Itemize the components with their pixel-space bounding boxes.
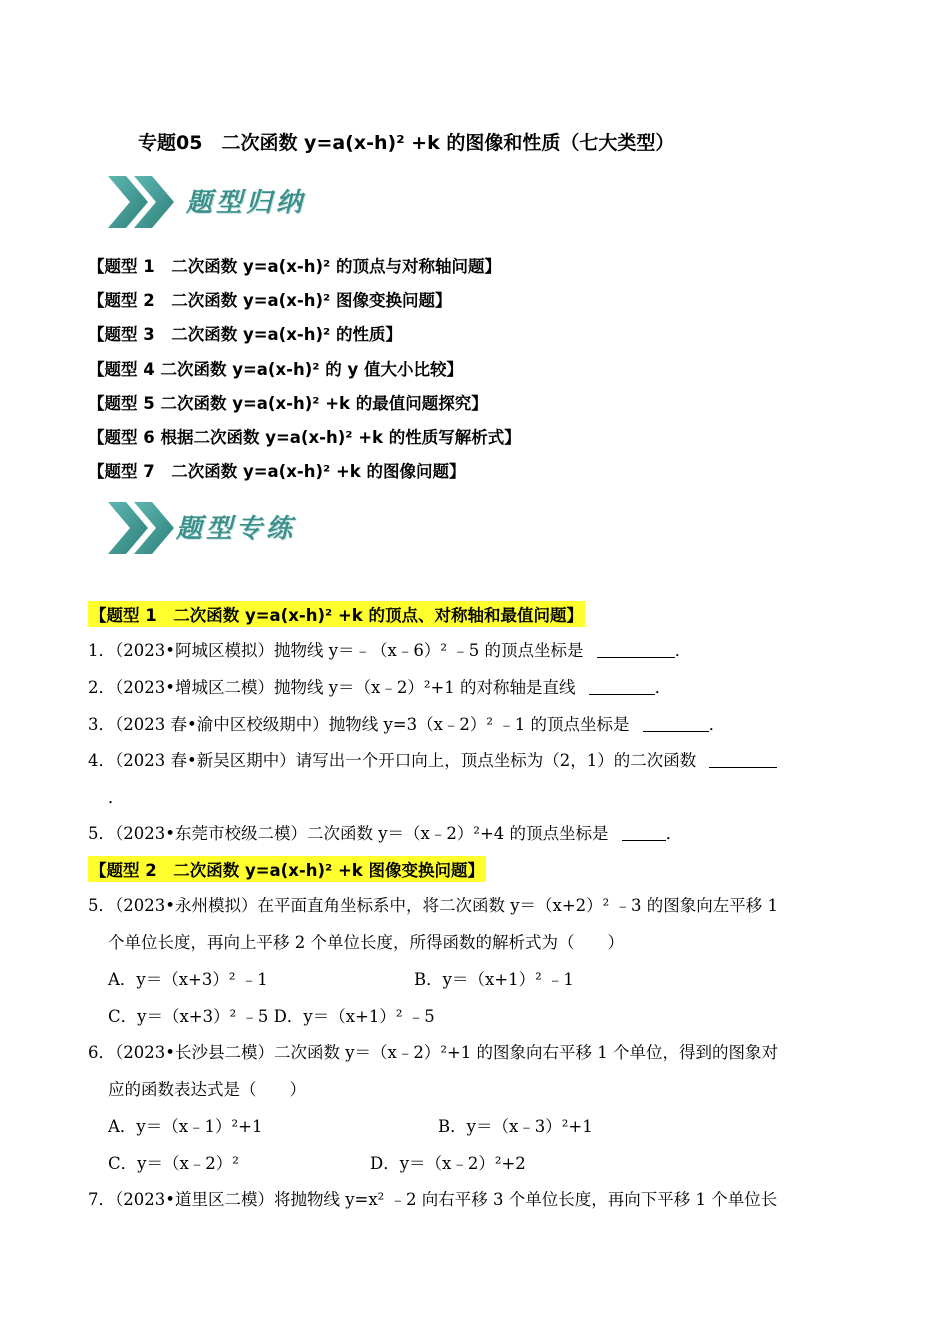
toc-item-4[interactable]: 【题型 4 二次函数 y=a(x-h)² 的 y 值大小比较】: [88, 360, 463, 379]
option-b[interactable]: B．y＝（x﹣3）²+1: [438, 1117, 593, 1136]
question-6-line2: 应的函数表达式是（ ）: [108, 1080, 306, 1099]
answer-blank[interactable]: [597, 643, 675, 658]
toc-item-1[interactable]: 【题型 1 二次函数 y=a(x-h)² 的顶点与对称轴问题】: [88, 257, 501, 276]
option-d[interactable]: D．y＝（x﹣2）²+2: [370, 1154, 526, 1173]
question-4: [88, 747, 777, 771]
toc-item-5[interactable]: 【题型 5 二次函数 y=a(x-h)² +k 的最值问题探究】: [88, 394, 488, 413]
question-5b-line2: 个单位长度，再向上平移 2 个单位长度，所得函数的解析式为（ ）: [108, 933, 624, 952]
question-6-line1: 6．（2023•长沙县二模）二次函数 y＝（x﹣2）²+1 的图象向右平移 1 个单位，得到的图象对: [88, 1043, 779, 1062]
section-banner-practice: [104, 496, 364, 560]
toc-item-7[interactable]: 【题型 7 二次函数 y=a(x-h)² +k 的图像问题】: [88, 462, 466, 481]
question-end: ．: [708, 715, 726, 734]
question-3: [88, 711, 725, 735]
banner-title: 题型归纳: [186, 188, 307, 218]
answer-blank[interactable]: [643, 717, 709, 732]
answer-blank[interactable]: [622, 826, 666, 841]
double-chevron-icon: [104, 496, 184, 560]
question-text: 3．（2023 春•渝中区校级期中）抛物线 y=3（x﹣2）² ﹣1 的顶点坐标是: [88, 715, 630, 734]
question-4-end: ．: [108, 788, 125, 807]
question-end: ．: [654, 678, 672, 697]
question-text: 5．（2023•东莞市校级二模）二次函数 y＝（x﹣2）²+4 的顶点坐标是: [88, 824, 609, 843]
double-chevron-icon: [104, 170, 184, 234]
question-text: 4．（2023 春•新吴区期中）请写出一个开口向上，顶点坐标为（2，1）的二次函数: [88, 751, 697, 770]
section-heading-1: 【题型 1 二次函数 y=a(x-h)² +k 的顶点、对称轴和最值问题】: [88, 601, 585, 627]
option-c[interactable]: C．y＝（x﹣2）²: [108, 1154, 239, 1173]
option-b[interactable]: B．y＝（x+1）² ﹣1: [414, 970, 574, 989]
answer-blank[interactable]: [589, 680, 655, 695]
banner-title: 题型专练: [176, 514, 297, 544]
question-text: 2．（2023•增城区二模）抛物线 y＝（x﹣2）²+1 的对称轴是直线: [88, 678, 576, 697]
section-heading-2: 【题型 2 二次函数 y=a(x-h)² +k 图像变换问题】: [88, 856, 486, 882]
answer-blank[interactable]: [709, 753, 777, 768]
question-5: [88, 820, 682, 844]
toc-item-3[interactable]: 【题型 3 二次函数 y=a(x-h)² 的性质】: [88, 325, 402, 344]
option-a[interactable]: A．y＝（x﹣1）²+1: [108, 1117, 263, 1136]
question-end: ．: [665, 824, 683, 843]
toc-item-6[interactable]: 【题型 6 根据二次函数 y=a(x-h)² +k 的性质写解析式】: [88, 428, 521, 447]
option-c-d[interactable]: C．y＝（x+3）² ﹣5 D．y＝（x+1）² ﹣5: [108, 1007, 435, 1026]
question-7-line1: 7．（2023•道里区二模）将抛物线 y=x² ﹣2 向右平移 3 个单位长度，再向下平移 1 个单位长: [88, 1190, 778, 1209]
question-5b-line1: 5．（2023•永州模拟）在平面直角坐标系中，将二次函数 y＝（x+2）² ﹣3 的图象向左平移 1: [88, 896, 779, 915]
question-1: [88, 637, 691, 661]
option-a[interactable]: A．y＝（x+3）² ﹣1: [108, 970, 268, 989]
question-end: ．: [674, 641, 692, 660]
question-2: [88, 674, 671, 698]
section-banner-summary: [104, 170, 364, 234]
page-title: 专题05 二次函数 y=a(x-h)² +k 的图像和性质（七大类型）: [138, 132, 675, 154]
question-text: 1．（2023•阿城区模拟）抛物线 y＝﹣（x﹣6）² ﹣5 的顶点坐标是: [88, 641, 584, 660]
toc-item-2[interactable]: 【题型 2 二次函数 y=a(x-h)² 图像变换问题】: [88, 291, 452, 310]
